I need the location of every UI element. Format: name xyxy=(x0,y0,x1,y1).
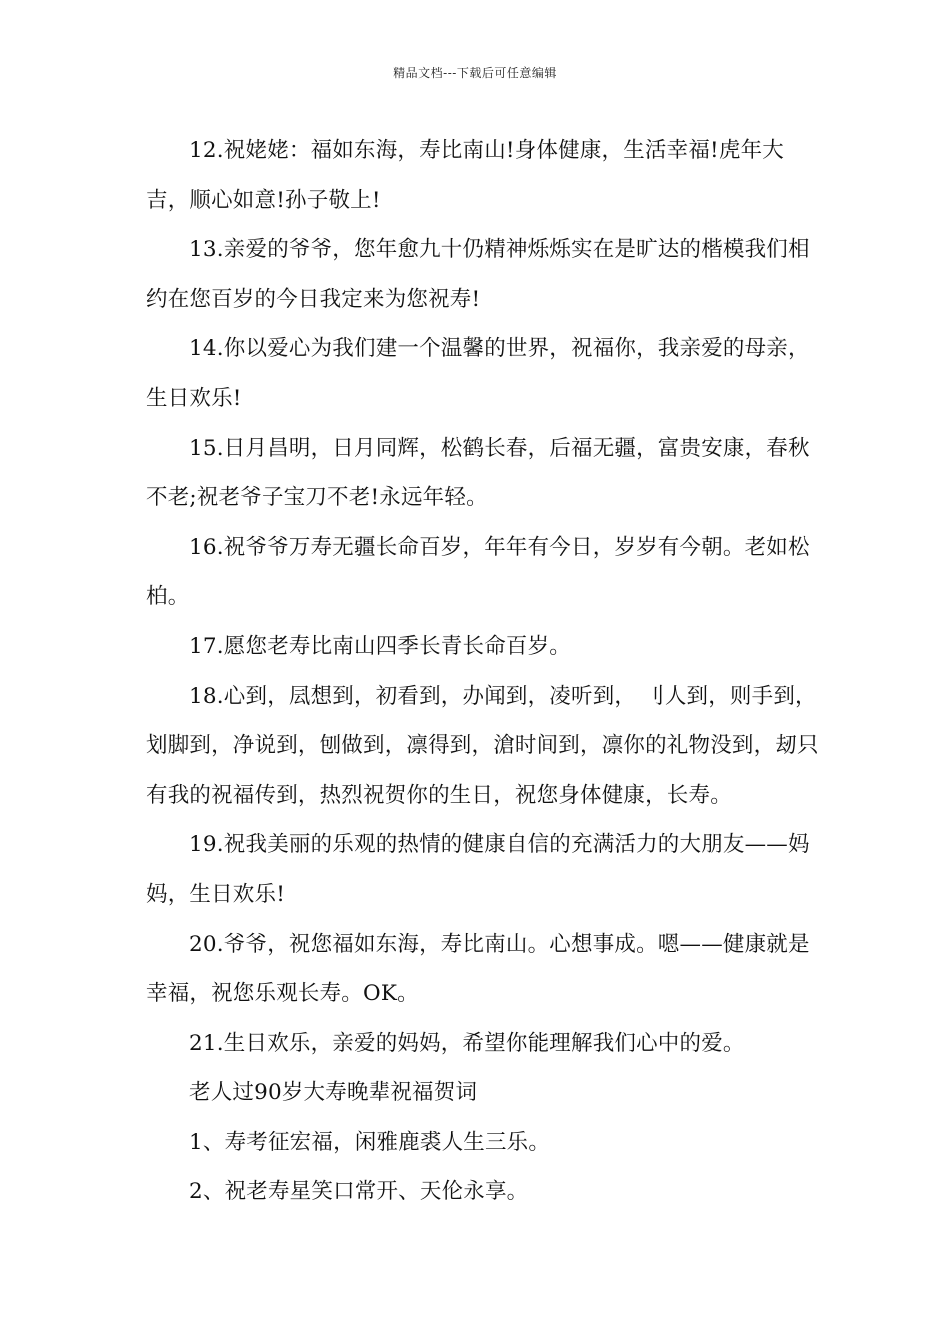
paragraph-14: 14.你以爱心为我们建一个温馨的世界，祝福你，我亲爱的母亲，生日欢乐! xyxy=(146,336,810,411)
document-body xyxy=(146,126,826,1217)
section-heading: 老人过90岁大寿晚辈祝福贺词 xyxy=(189,1080,478,1106)
paragraph-18: 18.心到，凨想到，初看到，办闻到，凌听到， 刂人到，则手到，划脚到，净说到，刨做到，凛得到，滄时间到，凛你的礼物没到，刼只有我的祝福传到，热烈祝贺你的生日，祝您身体健康，长寿。 xyxy=(146,683,819,808)
paragraph-20: 20.爷爷，祝您福如东海，寿比南山。心想事成。嗯——健康就是幸福，祝您乐观长寿。OK。 xyxy=(146,931,810,1007)
paragraph-12: 12.祝姥姥：福如东海，寿比南山!身体健康，生活幸福!虎年大吉，顺心如意!孙子敬上! xyxy=(146,138,784,213)
paragraph-17: 17.愿您老寿比南山四季长青长命百岁。 xyxy=(189,633,571,659)
paragraph-13: 13.亲爱的爷爷，您年愈九十仍精神烁烁实在是旷达的楷模我们相约在您百岁的今日我定来为您祝寿! xyxy=(146,237,810,312)
paragraph-16: 16.祝爷爷万寿无疆长命百岁，年年有今日，岁岁有今朝。老如松柏。 xyxy=(146,534,810,610)
list-item-1: 1、寿考征宏福，闲雅鹿裘人生三乐。 xyxy=(189,1129,551,1155)
list-item-2: 2、祝老寿星笑口常开、天伦永享。 xyxy=(189,1179,529,1205)
paragraph-15: 15.日月昌明，日月同辉，松鹤长春，后福无疆，富贵安康，春秋不老;祝老爷子宝刀不老!永远年轻。 xyxy=(146,435,810,511)
paragraph-21: 21.生日欢乐，亲爱的妈妈，希望你能理解我们心中的爱。 xyxy=(189,1030,745,1056)
page-header: 精品文档---下载后可任意编辑 xyxy=(393,66,557,80)
paragraph-19: 19.祝我美丽的乐观的热情的健康自信的充满活力的大朋友——妈妈，生日欢乐! xyxy=(146,832,810,907)
